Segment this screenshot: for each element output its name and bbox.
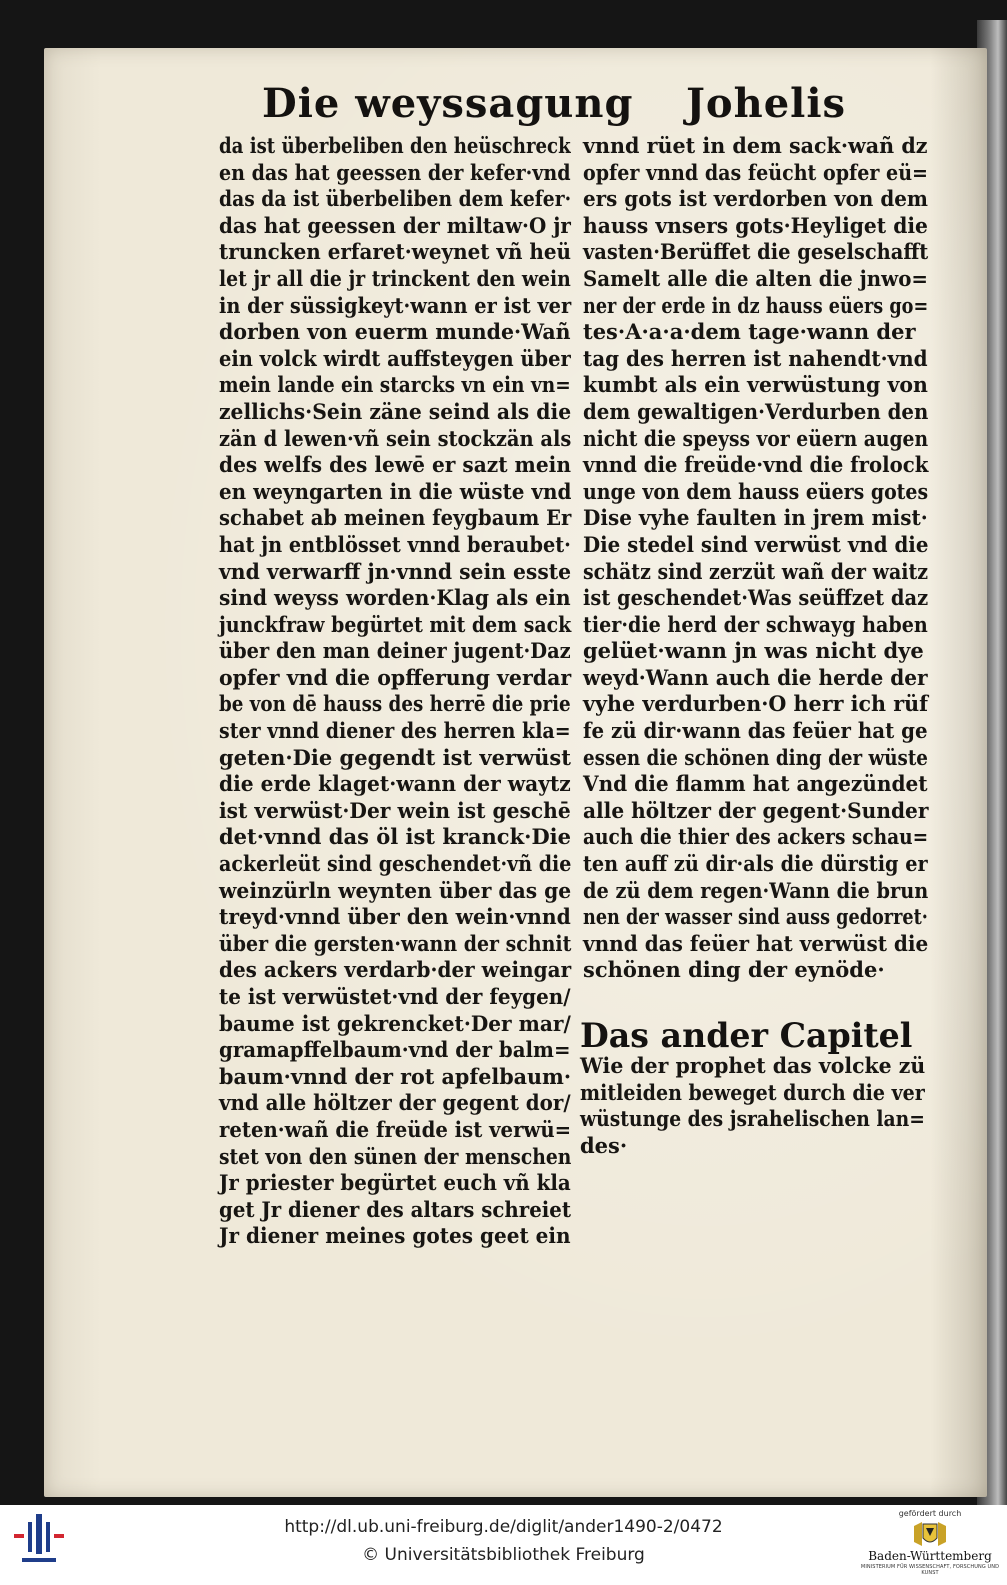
text-line: des welfs des lewē er sazt mein xyxy=(219,452,571,478)
text-line: auch die thier des ackers schau= xyxy=(583,824,929,850)
chapter-summary xyxy=(580,1053,967,1159)
coat-of-arms-icon xyxy=(910,1520,950,1548)
text-line: de zü dem regen·Wann die brun xyxy=(583,877,929,903)
text-line: tag des herren ist nahendt·vnd xyxy=(583,345,928,371)
text-line: weinzürln weynten über das ge xyxy=(219,877,572,903)
text-line: die erde klaget·wann der waytz xyxy=(219,771,571,797)
text-line: ist geschendet·Was seüffzet daz xyxy=(583,585,929,611)
sponsor-label: gefördert durch xyxy=(898,1509,962,1518)
text-column-left xyxy=(219,133,627,1250)
summary-line: des· xyxy=(580,1132,628,1158)
text-line: das hat geessen der miltaw·O jr xyxy=(219,212,571,238)
text-line: in der süssigkeyt·wann er ist ver xyxy=(219,292,572,318)
text-line: mein lande ein starcks vn ein vn= xyxy=(219,372,571,398)
text-line: vasten·Berüffet die geselschafft xyxy=(583,239,929,265)
text-line: gelüet·wann jn was nicht dye xyxy=(583,638,924,664)
text-line: vnd alle höltzer der gegent dor/ xyxy=(219,1090,571,1116)
text-line: schönen ding der eynöde· xyxy=(583,957,885,983)
text-line: en das hat geessen der kefer·vnd xyxy=(219,159,571,185)
sponsor-logo xyxy=(860,1507,1000,1583)
text-line: Dise vyhe faulten in jrem mist· xyxy=(583,505,928,531)
text-line: Vnd die flamm hat angezündet xyxy=(583,771,928,797)
text-line: über die gersten·wann der schnit xyxy=(219,930,572,956)
sponsor-subtitle: MINISTERIUM FÜR WISSENSCHAFT, FORSCHUNG UND KUNST xyxy=(860,1564,1000,1576)
text-line: kumbt als ein verwüstung von xyxy=(583,372,928,398)
text-line: reten·wañ die freüde ist verwü= xyxy=(219,1116,572,1142)
text-line: schätz sind zerzüt wañ der waitz xyxy=(583,558,929,584)
text-line: ster vnnd diener des herren kla= xyxy=(219,718,571,744)
text-line: dem gewaltigen·Verdurben den xyxy=(583,398,929,424)
chapter-title: Das ander Capitel xyxy=(580,1016,913,1056)
text-line: treyd·vnnd über den wein·vnnd xyxy=(219,904,571,930)
text-line: gramapffelbaum·vnd der balm= xyxy=(219,1037,571,1063)
text-line: nicht die speyss vor eüern augen xyxy=(583,425,929,451)
running-head-left: Die weyssagung xyxy=(262,80,634,127)
text-line: nen der wasser sind auss gedorret· xyxy=(583,904,928,930)
text-line: det·vnnd das öl ist kranck·Die xyxy=(219,824,572,850)
text-line: weyd·Wann auch die herde der xyxy=(583,664,928,690)
text-line: essen die schönen ding der wüste xyxy=(583,744,928,770)
sponsor-name: Baden-Württemberg xyxy=(868,1549,992,1563)
text-line: Jr diener meines gotes geet ein xyxy=(219,1223,571,1249)
text-line: get Jr diener des altars schreiet xyxy=(219,1196,572,1222)
text-line: ackerleüt sind geschendet·vñ die xyxy=(219,851,572,877)
text-column-right xyxy=(583,133,994,984)
copyright-notice: © Universitätsbibliothek Freiburg xyxy=(362,1545,645,1565)
text-line: ers gots ist verdorben von dem xyxy=(583,186,928,212)
summary-line: wüstunge des jsrahelischen lan= xyxy=(580,1106,925,1132)
text-line: über den man deiner jugent·Daz xyxy=(219,638,571,664)
text-line: vyhe verdurben·O herr ich rüf xyxy=(583,691,928,717)
summary-line: Wie der prophet das volcke zü xyxy=(580,1053,926,1078)
text-line: tier·die herd der schwayg haben xyxy=(583,611,928,637)
text-line: ner der erde in dz hauss eüers go= xyxy=(583,292,929,318)
text-line: unge von dem hauss eüers gotes xyxy=(583,478,929,504)
text-line: hauss vnsers gots·Heyliget die xyxy=(583,212,928,238)
text-line: truncken erfaret·weynet vñ heü xyxy=(219,239,572,265)
text-line: vnnd das feüer hat verwüst die xyxy=(583,930,929,956)
text-line: ist verwüst·Der wein ist geschē xyxy=(219,797,571,823)
text-line: fe zü dir·wann das feüer hat ge xyxy=(583,718,928,744)
text-line: da ist überbeliben den heüschreck xyxy=(219,133,571,158)
text-line: be von dē hauss des herrē die prie xyxy=(219,691,571,717)
text-line: Samelt alle die alten die jnwo= xyxy=(583,265,929,291)
text-line: ten auff zü dir·als die dürstig er xyxy=(583,851,928,877)
text-line: ein volck wirdt auffsteygen über xyxy=(219,345,571,371)
text-line: dorben von euerm munde·Wañ xyxy=(219,319,571,345)
text-line: stet von den sünen der menschen xyxy=(219,1143,572,1169)
running-head-right: Johelis xyxy=(686,80,847,127)
text-line: schabet ab meinen feygbaum Er xyxy=(219,505,572,531)
text-line: alle höltzer der gegent·Sunder xyxy=(583,797,929,823)
text-line: zellichs·Sein zäne seind als die xyxy=(219,398,572,424)
text-line: vnnd die freüde·vnd die frolock xyxy=(583,452,929,478)
text-line: des ackers verdarb·der weingar xyxy=(219,957,572,983)
text-line: tes·A·a·a·dem tage·wann der xyxy=(583,319,916,345)
text-line: opfer vnd die opfferung verdar xyxy=(219,664,572,690)
text-line: opfer vnnd das feücht opfer eü= xyxy=(583,159,929,185)
text-line: geten·Die gegendt ist verwüst xyxy=(219,744,571,770)
text-line: baume ist gekrencket·Der mar/ xyxy=(219,1010,571,1036)
text-line: vnd verwarff jn·vnnd sein esste xyxy=(219,558,572,584)
text-line: junckfraw begürtet mit dem sack xyxy=(219,611,572,637)
permalink-url[interactable]: http://dl.ub.uni-freiburg.de/diglit/ander1490-2/0472 xyxy=(284,1517,723,1537)
text-line: Jr priester begürtet euch vñ kla xyxy=(219,1170,571,1196)
text-line: en weyngarten in die wüste vnd xyxy=(219,478,572,504)
text-line: sind weyss worden·Klag als ein xyxy=(219,585,571,611)
text-line: hat jn entblösset vnnd beraubet· xyxy=(219,531,571,557)
text-line: zän d lewen·vñ sein stockzän als xyxy=(219,425,572,451)
text-line: vnnd rüet in dem sack·wañ dz xyxy=(583,133,928,158)
text-line: te ist verwüstet·vnd der feygen/ xyxy=(219,984,571,1009)
text-line: das da ist überbeliben dem kefer· xyxy=(219,186,572,212)
text-line: baum·vnnd der rot apfelbaum· xyxy=(219,1063,572,1089)
text-line: let jr all die jr trinckent den wein xyxy=(219,265,571,291)
text-line: Die stedel sind verwüst vnd die xyxy=(583,531,929,557)
summary-line: mitleiden beweget durch die ver xyxy=(580,1079,925,1105)
